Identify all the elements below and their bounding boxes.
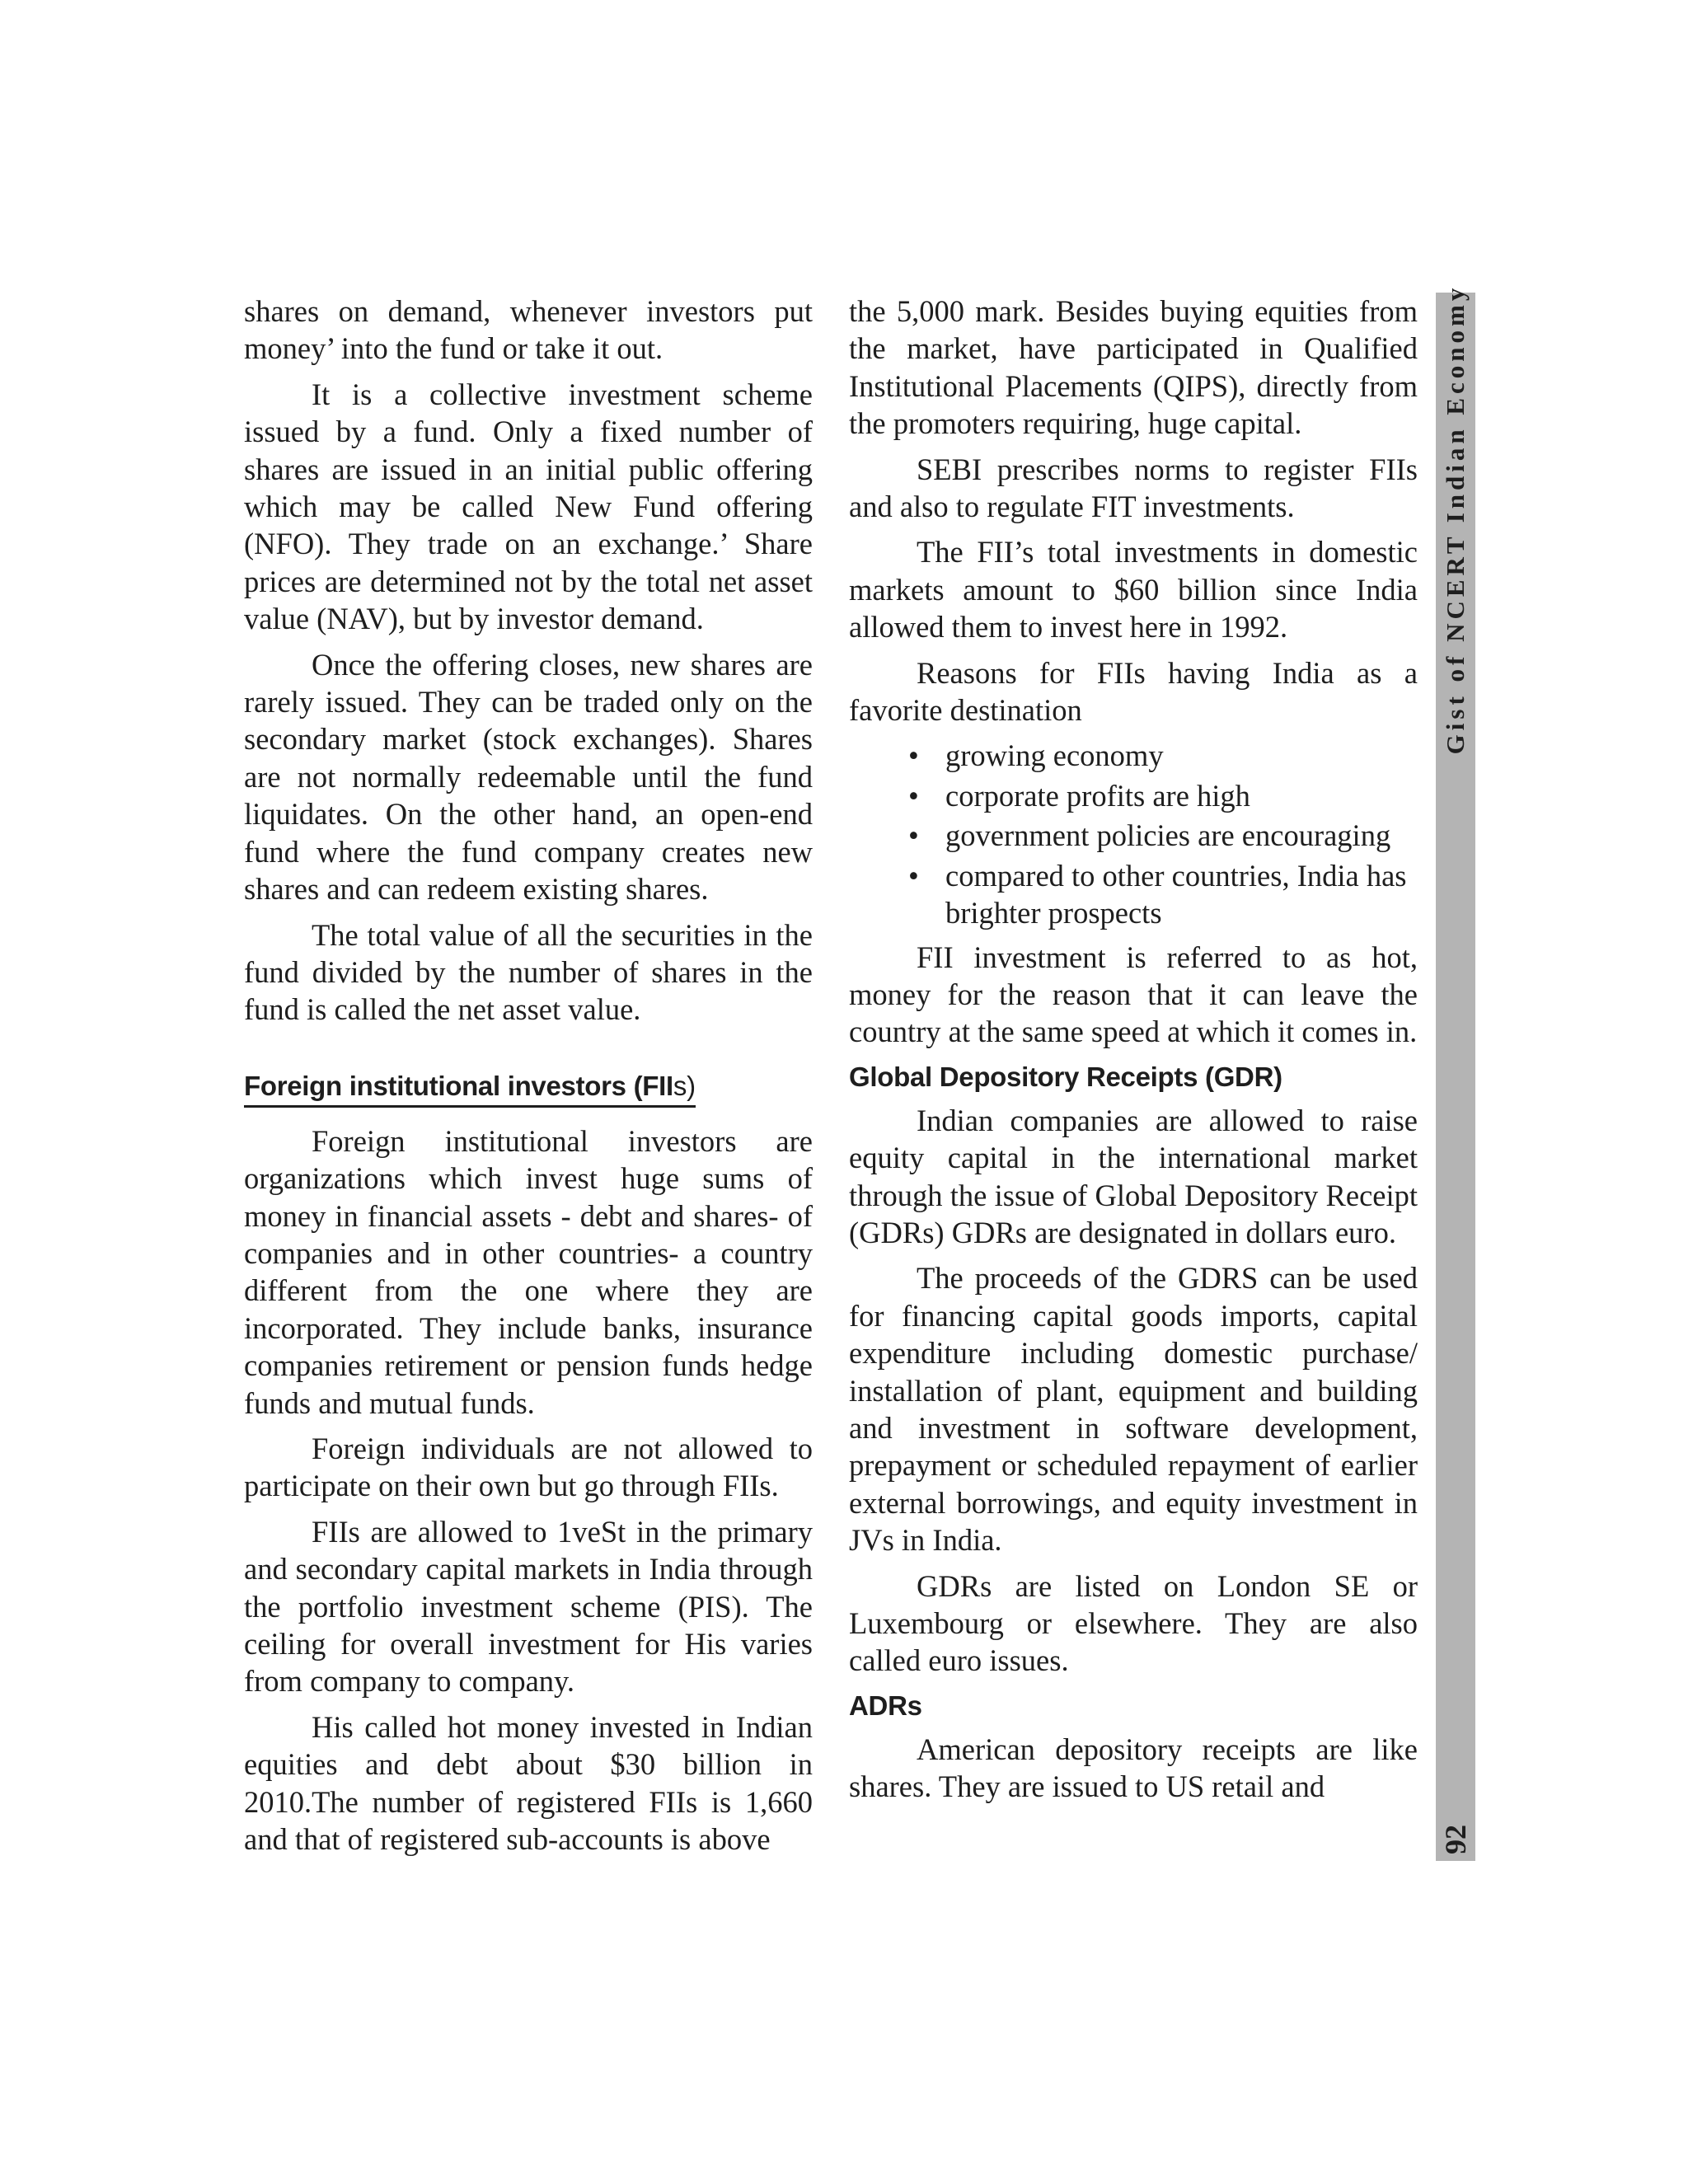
bullet-icon: • (908, 738, 919, 773)
list-item-text: corporate profits are high (945, 778, 1250, 813)
paragraph-net-asset-value: The total value of all the securities in the fund divided by the number of shares in the fund is called the net asset value. (244, 917, 813, 1027)
list-item (849, 737, 1418, 774)
paragraph-fii-hot-money: FII investment is referred to as hot, money for the reason that it can leave the country at the same speed at which it comes in. (849, 940, 1418, 1049)
paragraph-gdr-equity-capital: Indian companies are allowed to raise equity capital in the international market through the issue of Global Depository Receipt (GDRs) GDRs are designated in dollars euro. (849, 1103, 1418, 1249)
left-column (244, 293, 813, 1866)
paragraph-offering-closes: Once the offering closes, new shares are rarely issued. They can be traded only on the secondary market (stock exchanges). Shares are not normally redeemable until the fund liquidates. On the other hand, an open-end fund where the fund company creates new shares and can redeem existing shares. (244, 647, 813, 907)
paragraph-fii-total-investments: The FII’s total investments in domestic markets amount to $60 billion since India allowed them to invest here in 1992. (849, 535, 1418, 644)
list-item-text: compared to other countries, India has brighter prospects (945, 858, 1407, 930)
paragraph-shares-on-demand: shares on demand, whenever investors put money’ into the fund or take it out. (244, 294, 813, 366)
bullet-icon: • (908, 818, 919, 853)
paragraph-collective-investment: It is a collective investment scheme issued by a fund. Only a fixed number of shares are issued in an initial public offering which may be called New Fund offering (NFO). They trade on an exchange.’ Share prices are determined not by the total net asset value (NAV), but by investor demand. (244, 377, 813, 636)
paragraph-gdr-listed: GDRs are listed on London SE or Luxembourg or elsewhere. They are also called euro issues. (849, 1568, 1418, 1678)
paragraph-adr-definition: American depository receipts are like shares. They are issued to US retail and (849, 1732, 1418, 1804)
paragraph-reasons-for-fiis: Reasons for FIIs having India as a favorite destination (849, 655, 1418, 728)
right-column (849, 293, 1418, 1814)
heading-global-depository-receipts: Global Depository Receipts (GDR) (849, 1061, 1282, 1092)
heading-fii-wrapper (244, 1037, 813, 1122)
list-item-text: government policies are encouraging (945, 818, 1391, 853)
paragraph-sebi-norms: SEBI prescribes norms to register FIIs and also to regulate FIT investments. (849, 452, 1418, 524)
heading-fii-main: Foreign institutional investors (FII (244, 1070, 673, 1101)
paragraph-fiis-allowed: FIIs are allowed to 1veSt in the primary and secondary capital markets in India through the portfolio investment scheme (PIS). The ceiling for overall investment for His varies from company to company. (244, 1514, 813, 1699)
page-number: 92 (1439, 1825, 1472, 1854)
paragraph-fii-definition: Foreign institutional investors are organizations which invest huge sums of money in financial assets - debt and shares- of companies and in other countries- a country different from the one where they are incorporated. They include banks, insurance companies retirement or pension funds hedge funds and mutual funds. (244, 1123, 813, 1420)
sidebar-book-title: Gist of NCERT Indian Economy (1441, 284, 1470, 755)
heading-foreign-institutional-investors (244, 1068, 696, 1108)
paragraph-hot-money: His called hot money invested in Indian equities and debt about $30 billion in 2010.The number of registered FIIs is 1,660 and that of registered sub-accounts is above (244, 1709, 813, 1857)
paragraph-foreign-individuals: Foreign individuals are not allowed to participate on their own but go through FIIs. (244, 1431, 813, 1503)
paragraph-5000-mark: the 5,000 mark. Besides buying equities from the market, have participated in Qualified Institutional Placements (QIPS), directly from the promoters requiring, huge capital. (849, 294, 1418, 441)
heading-adrs: ADRs (849, 1690, 922, 1721)
paragraph-gdr-proceeds: The proceeds of the GDRS can be used for financing capital goods imports, capital expenditure including domestic purchase/ installation of plant, equipment and building and investment in software development, prepayment or scheduled repayment of earlier external borrowings, and equity investment in JVs in India. (849, 1261, 1418, 1558)
heading-fii-suffix: s) (673, 1070, 696, 1101)
bullet-icon: • (908, 858, 919, 893)
list-item (849, 777, 1418, 814)
list-item (849, 817, 1418, 854)
bullet-icon: • (908, 778, 919, 813)
reasons-list (849, 737, 1418, 931)
list-item (849, 857, 1418, 932)
list-item-text: growing economy (945, 738, 1164, 773)
